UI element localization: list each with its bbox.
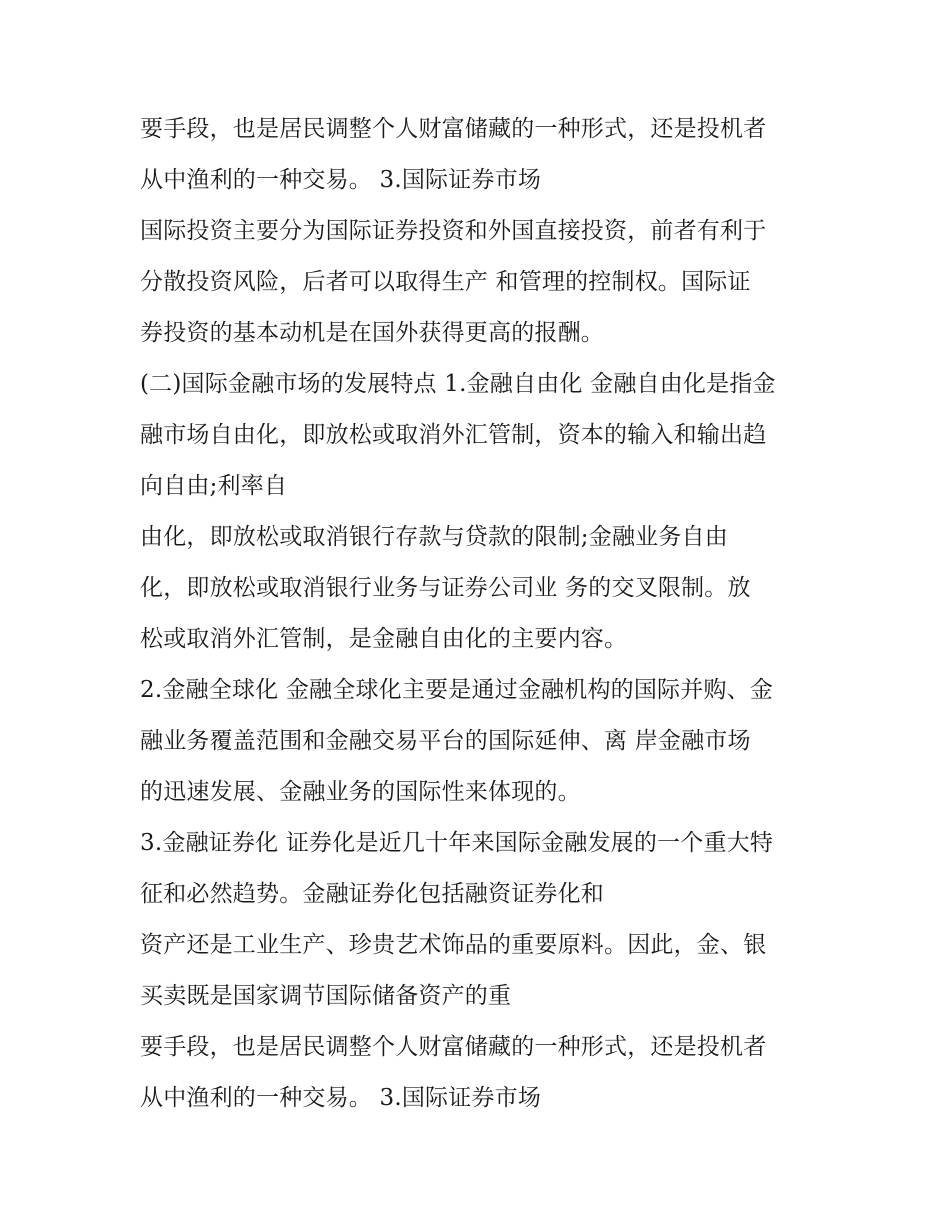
- text-line: 从中渔利的一种交易。 3.国际证券市场: [140, 1085, 542, 1111]
- text-line: 松或取消外汇管制，是金融自由化的主要内容。: [140, 626, 628, 652]
- text-line: 2.金融全球化 金融全球化主要是通过金融机构的国际并购、金: [140, 677, 774, 703]
- text-line: (二)国际金融市场的发展特点 1.金融自由化 金融自由化是指金: [140, 371, 776, 397]
- text-line: 融市场自由化，即放松或取消外汇管制，资本的输入和输出趋: [140, 422, 767, 448]
- text-line: 由化，即放松或取消银行存款与贷款的限制;金融业务自由: [140, 524, 728, 550]
- text-line: 国际投资主要分为国际证券投资和外国直接投资，前者有利于: [140, 218, 767, 244]
- text-line: 3.金融证券化 证券化是近几十年来国际金融发展的一个重大特: [140, 830, 774, 856]
- text-line: 券投资的基本动机是在国外获得更高的报酬。: [140, 320, 604, 346]
- text-line: 的迅速发展、金融业务的国际性来体现的。: [140, 779, 581, 805]
- text-line: 向自由;利率自: [140, 473, 288, 499]
- text-line: 征和必然趋势。金融证券化包括融资证券化和: [140, 881, 604, 907]
- text-line: 要手段，也是居民调整个人财富储藏的一种形式，还是投机者: [140, 1034, 767, 1060]
- document-body: [140, 104, 820, 1124]
- text-line: 分散投资风险，后者可以取得生产 和管理的控制权。国际证: [140, 269, 751, 295]
- text-line: 从中渔利的一种交易。 3.国际证券市场: [140, 167, 542, 193]
- text-line: 资产还是工业生产、珍贵艺术饰品的重要原料。因此，金、银: [140, 932, 767, 958]
- text-line: 化，即放松或取消银行业务与证券公司业 务的交叉限制。放: [140, 575, 751, 601]
- text-line: 融业务覆盖范围和金融交易平台的国际延伸、离 岸金融市场: [140, 728, 751, 754]
- text-line: 要手段，也是居民调整个人财富储藏的一种形式，还是投机者: [140, 116, 767, 142]
- text-line: 买卖既是国家调节国际储备资产的重: [140, 983, 512, 1009]
